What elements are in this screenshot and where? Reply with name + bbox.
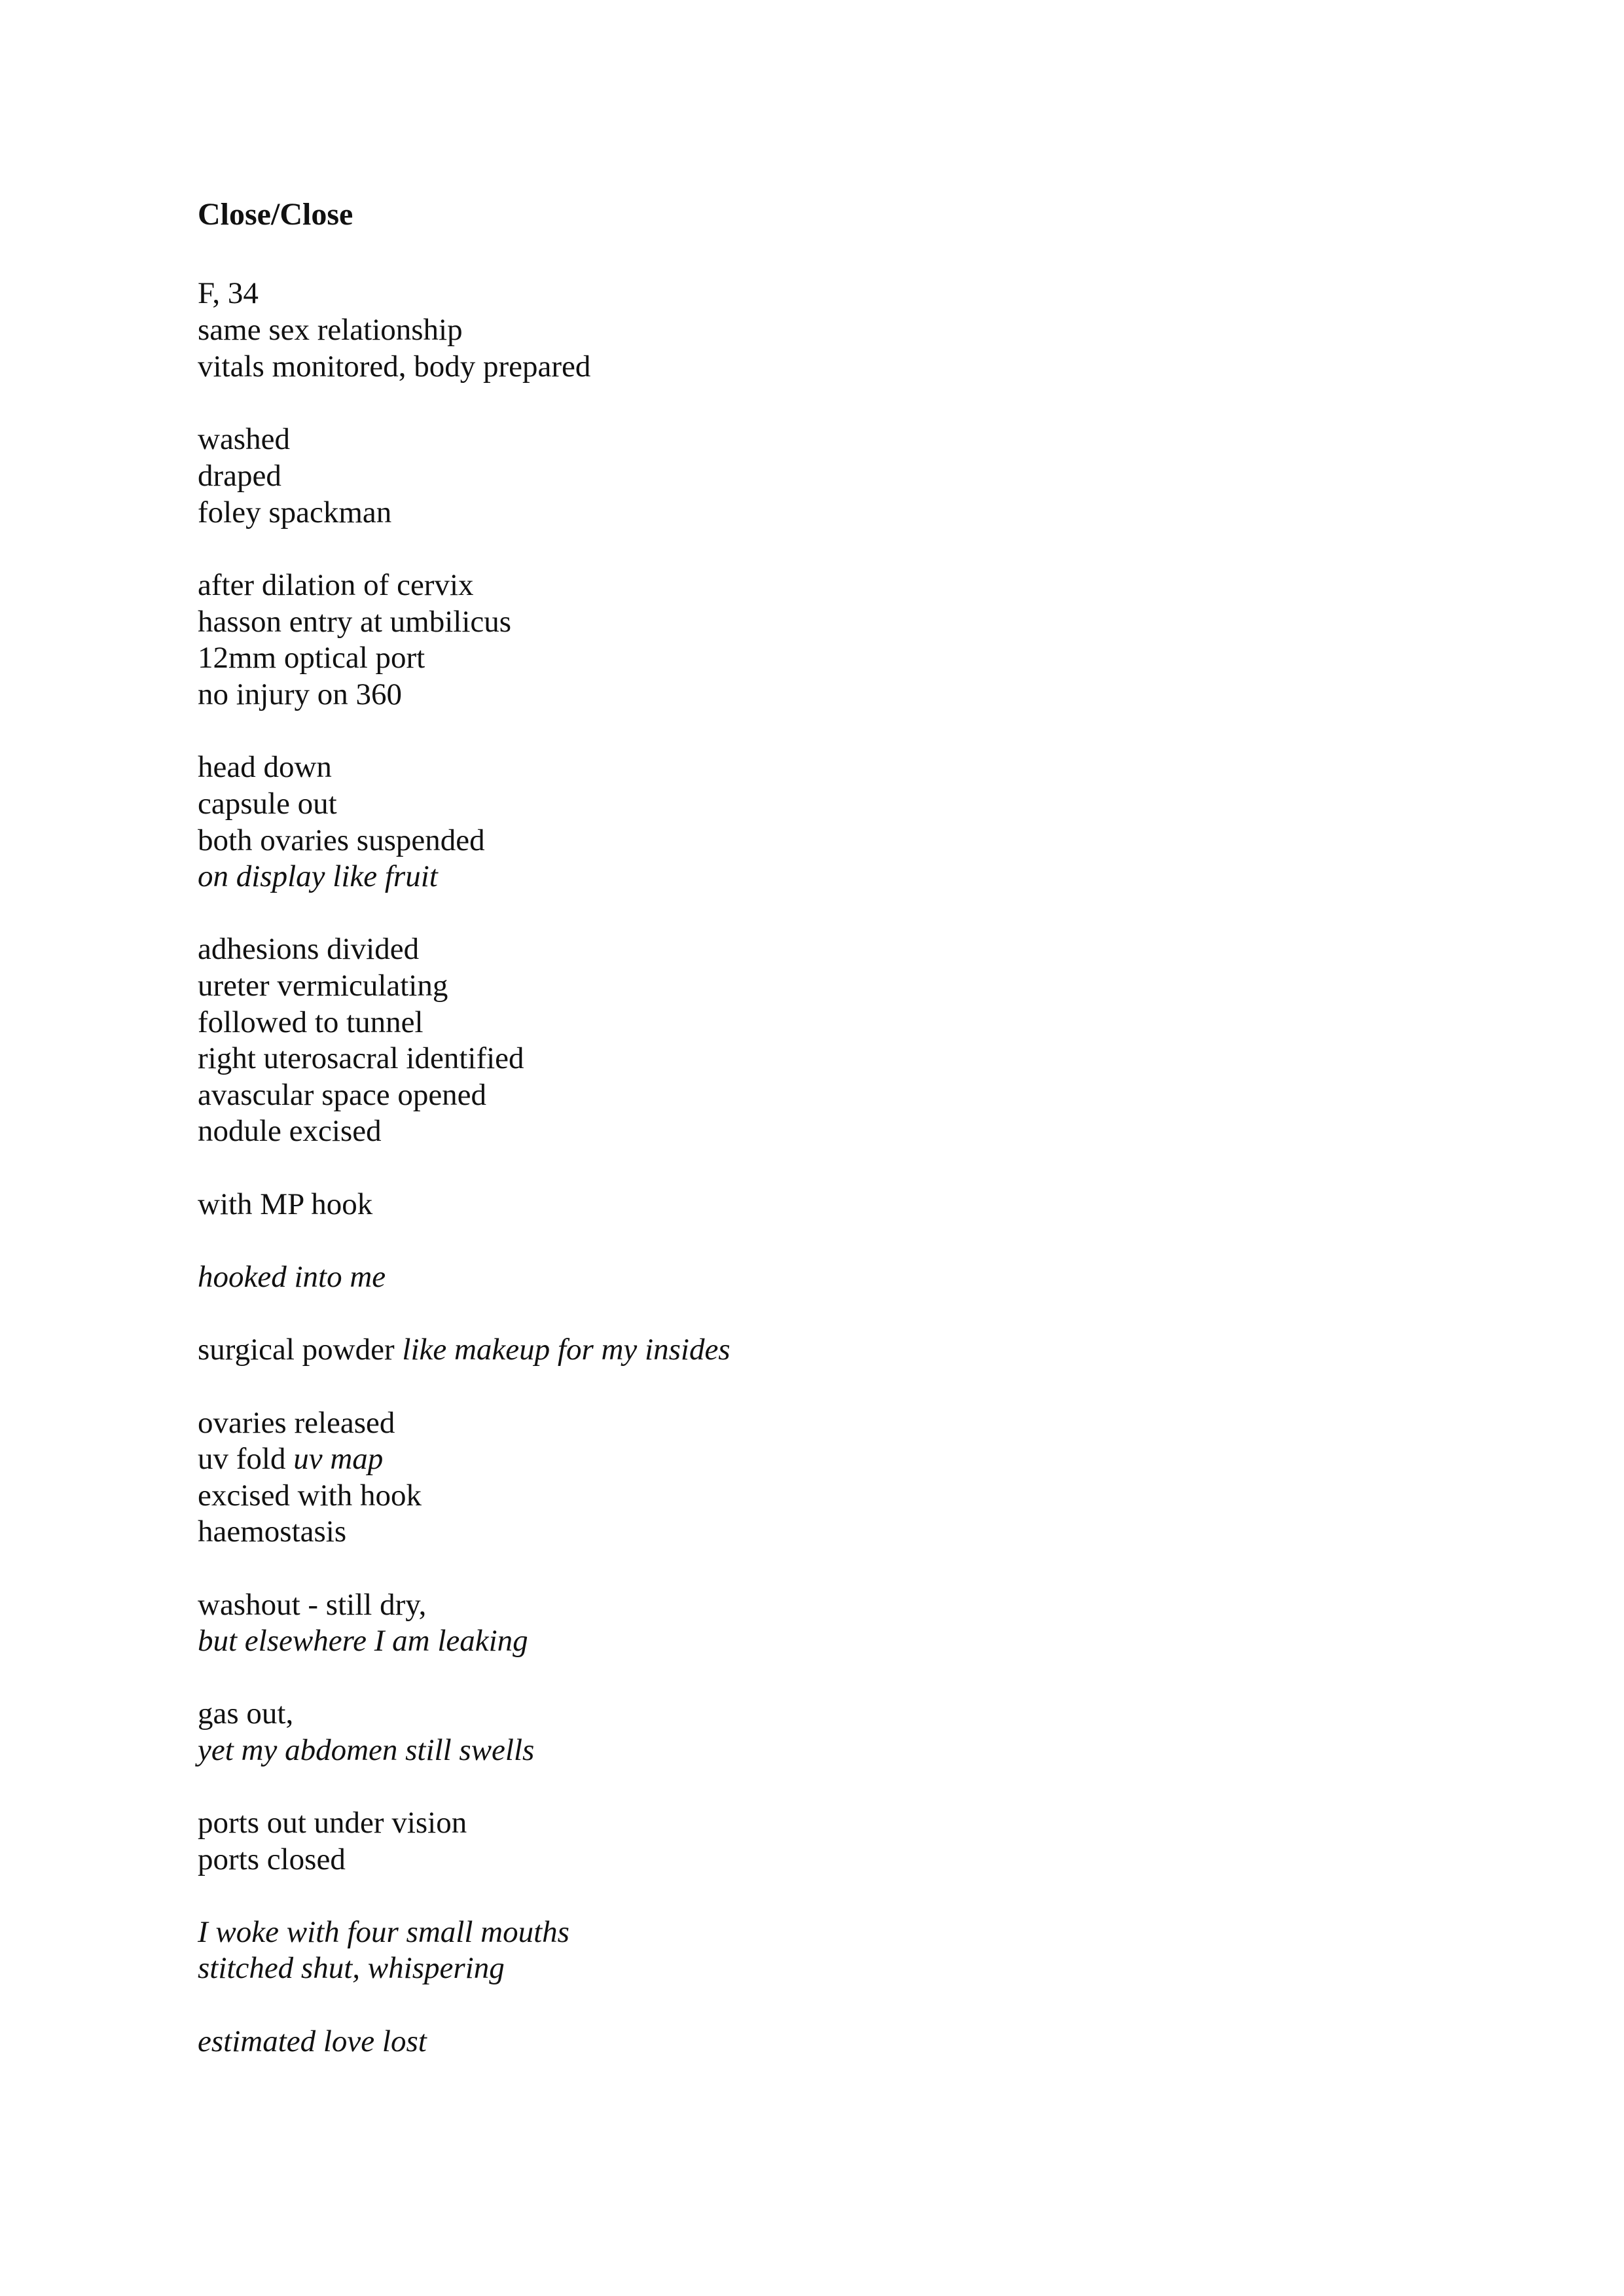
poem-line: washed xyxy=(198,422,290,456)
poem-line: no injury on 360 xyxy=(198,677,403,711)
poem-line-italic: I woke with four small mouths xyxy=(198,1915,569,1949)
poem-text-roman: surgical powder xyxy=(198,1333,403,1367)
poem-text-italic: uv map xyxy=(293,1442,384,1476)
poem-line: with MP hook xyxy=(198,1187,373,1221)
poem-text-roman: uv fold xyxy=(198,1442,294,1476)
poem-line: adhesions divided xyxy=(198,932,420,966)
poem-line: followed to tunnel xyxy=(198,1005,424,1039)
poem-line: excised with hook xyxy=(198,1479,422,1513)
poem-line-italic: yet my abdomen still swells xyxy=(198,1733,535,1767)
poem-line: foley spackman xyxy=(198,495,392,529)
poem-line: ports out under vision xyxy=(198,1806,467,1840)
poem-line-mixed xyxy=(198,1331,731,1368)
poem-line: haemostasis xyxy=(198,1515,347,1549)
poem-line: ureter vermiculating xyxy=(198,969,448,1003)
poem-line: nodule excised xyxy=(198,1114,382,1148)
poem-line: head down xyxy=(198,750,332,784)
poem-text-italic: like makeup for my insides xyxy=(402,1333,731,1367)
poem-title: Close/Close xyxy=(198,197,353,232)
poem-line-italic: on display like fruit xyxy=(198,859,438,893)
poem-line: ports closed xyxy=(198,1842,346,1876)
poem-line: washout - still dry, xyxy=(198,1588,427,1622)
poem-line: F, 34 xyxy=(198,276,259,310)
poem-line: 12mm optical port xyxy=(198,641,425,675)
poem-line: draped xyxy=(198,459,281,493)
poem-line: ovaries released xyxy=(198,1406,395,1440)
poem-line: hasson entry at umbilicus xyxy=(198,605,512,639)
poem-line: after dilation of cervix xyxy=(198,568,474,602)
poem-line-italic: but elsewhere I am leaking xyxy=(198,1624,528,1658)
poem-line-mixed xyxy=(198,1441,383,1477)
poem-line: both ovaries suspended xyxy=(198,823,485,857)
poem-line: capsule out xyxy=(198,787,337,821)
poem-line: right uterosacral identified xyxy=(198,1041,524,1075)
poem-line: same sex relationship xyxy=(198,313,463,347)
poem-line-italic: estimated love lost xyxy=(198,2024,427,2058)
poem-line-italic: hooked into me xyxy=(198,1260,386,1294)
poem-line: vitals monitored, body prepared xyxy=(198,350,591,384)
poem-line: avascular space opened xyxy=(198,1078,487,1112)
poem-line: gas out, xyxy=(198,1696,294,1731)
poem-line-italic: stitched shut, whispering xyxy=(198,1951,505,1985)
